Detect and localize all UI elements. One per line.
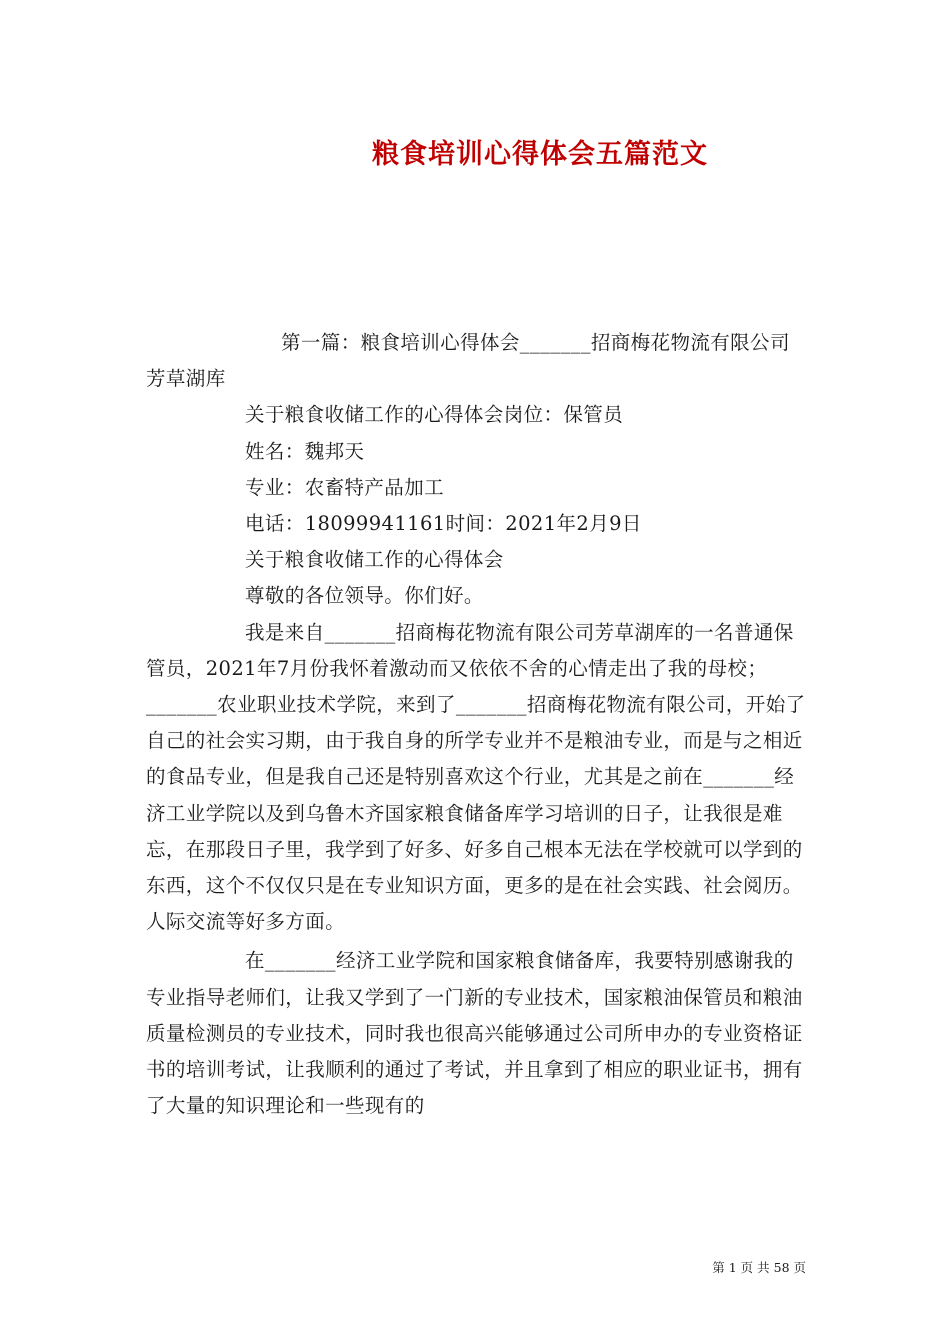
paragraph-phone-date: 电话：18099941161时间：2021年2月9日	[245, 512, 642, 536]
page-number: 第 1 页 共 58 页	[712, 1260, 806, 1275]
paragraph-greeting: 尊敬的各位领导。你们好。	[245, 584, 484, 608]
document-body	[146, 325, 806, 1124]
paragraph-major: 专业：农畜特产品加工	[245, 475, 445, 499]
paragraph-subject: 关于粮食收储工作的心得体会岗位：保管员	[245, 403, 624, 427]
paragraph-subtitle: 关于粮食收储工作的心得体会	[245, 548, 504, 572]
paragraph-body-2: 在_______经济工业学院和国家粮食储备库，我要特别感谢我的专业指导老师们，让我又学到了一门新的专业技术，国家粮油保管员和粮油质量检测员的专业技术，同时我也很高兴能够通过公司所申办的专业资格证书的培训考试，让我顺利的通过了考试，并且拿到了相应的职业证书，拥有了大量的知识理论和一些现有的	[146, 949, 803, 1118]
document-title: 粮食培训心得体会五篇范文	[372, 139, 708, 170]
paragraph-body-1: 我是来自_______招商梅花物流有限公司芳草湖库的一名普通保管员，2021年7月份我怀着激动而又依依不舍的心情走出了我的母校；_______农业职业技术学院，来到了_______招商梅花物流有限公司，开始了自己的社会实习期，由于我自身的所学专业并不是粮油专业，而是与之相近的食品专业，但是我自己还是特别喜欢这个行业，尤其是之前在_______经济工业学院以及到乌鲁木齐国家粮食储备库学习培训的日子，让我很是难忘，在那段日子里，我学到了好多、好多自己根本无法在学校就可以学到的东西，这个不仅仅只是在专业知识方面，更多的是在社会实践、社会阅历。人际交流等好多方面。	[146, 620, 806, 934]
paragraph-name: 姓名：魏邦天	[245, 439, 365, 463]
paragraph-heading: 第一篇：粮食培训心得体会_______招商梅花物流有限公司芳草湖库	[146, 331, 790, 391]
